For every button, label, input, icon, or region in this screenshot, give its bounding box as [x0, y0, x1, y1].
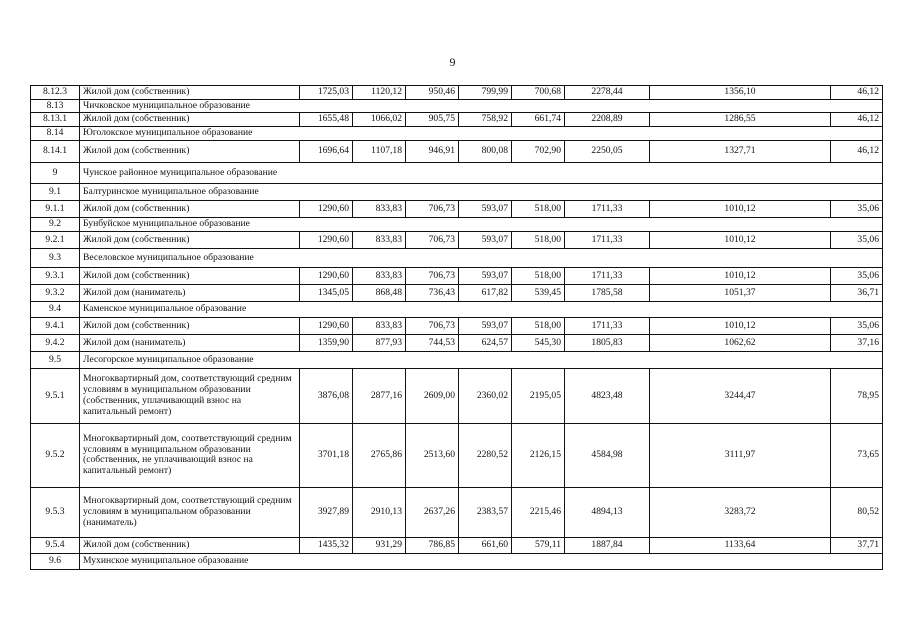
row-code: 9.3.2: [31, 284, 80, 301]
section-title: Юголокское муниципальное образование: [80, 127, 883, 141]
value-cell: 1062,62: [650, 334, 831, 351]
value-cell: 593,07: [459, 200, 512, 217]
section-title: Мухинское муниципальное образование: [80, 553, 883, 569]
row-description: Жилой дом (собственник): [80, 317, 300, 334]
section-row: [31, 99, 883, 113]
value-cell: 539,45: [512, 284, 565, 301]
value-cell: 833,83: [353, 200, 406, 217]
value-cell: 661,74: [512, 113, 565, 127]
value-cell: 946,91: [406, 140, 459, 162]
value-cell: 2637,26: [406, 487, 459, 537]
value-cell: 46,12: [831, 140, 883, 162]
value-cell: 833,83: [353, 267, 406, 284]
value-cell: 1345,05: [300, 284, 353, 301]
row-code: 9.5.1: [31, 368, 80, 423]
value-cell: 579,11: [512, 537, 565, 553]
value-cell: 931,29: [353, 537, 406, 553]
value-cell: 758,92: [459, 113, 512, 127]
value-cell: 1711,33: [565, 317, 650, 334]
value-cell: 35,06: [831, 200, 883, 217]
row-code: 9.2.1: [31, 231, 80, 248]
value-cell: 3701,18: [300, 423, 353, 487]
table-row: [31, 334, 883, 351]
value-cell: 1356,10: [650, 86, 831, 100]
value-cell: 1010,12: [650, 267, 831, 284]
value-cell: 706,73: [406, 231, 459, 248]
row-description: Жилой дом (собственник): [80, 86, 300, 100]
row-code: 8.14: [31, 127, 80, 141]
row-description: Жилой дом (собственник): [80, 113, 300, 127]
value-cell: 80,52: [831, 487, 883, 537]
value-cell: 1785,58: [565, 284, 650, 301]
row-code: 9.1.1: [31, 200, 80, 217]
value-cell: 518,00: [512, 200, 565, 217]
value-cell: 2513,60: [406, 423, 459, 487]
row-description: Жилой дом (собственник): [80, 200, 300, 217]
value-cell: 593,07: [459, 317, 512, 334]
value-cell: 1010,12: [650, 200, 831, 217]
value-cell: 868,48: [353, 284, 406, 301]
value-cell: 1286,55: [650, 113, 831, 127]
table-row: [31, 317, 883, 334]
value-cell: 2126,15: [512, 423, 565, 487]
section-row: [31, 217, 883, 231]
value-cell: 905,75: [406, 113, 459, 127]
row-code: 9.1: [31, 183, 80, 200]
value-cell: 706,73: [406, 317, 459, 334]
value-cell: 2280,52: [459, 423, 512, 487]
value-cell: 3927,89: [300, 487, 353, 537]
value-cell: 799,99: [459, 86, 512, 100]
value-cell: 661,60: [459, 537, 512, 553]
section-row: [31, 248, 883, 267]
value-cell: 3244,47: [650, 368, 831, 423]
row-code: 8.13.1: [31, 113, 80, 127]
row-description: Многоквартирный дом, соответствующий средним условиям в муниципальном образовании (наниматель): [80, 487, 300, 537]
row-code: 9.4.2: [31, 334, 80, 351]
value-cell: 2215,46: [512, 487, 565, 537]
value-cell: 1655,48: [300, 113, 353, 127]
value-cell: 706,73: [406, 200, 459, 217]
table-row: [31, 284, 883, 301]
value-cell: 700,68: [512, 86, 565, 100]
table-row: [31, 537, 883, 553]
page-number: 9: [449, 55, 456, 69]
row-description: Жилой дом (собственник): [80, 267, 300, 284]
value-cell: 1010,12: [650, 231, 831, 248]
row-description: Многоквартирный дом, соответствующий средним условиям в муниципальном образовании (собственник, не уплачивающий взнос на капитальный ремонт): [80, 423, 300, 487]
value-cell: 1120,12: [353, 86, 406, 100]
value-cell: 2208,89: [565, 113, 650, 127]
row-code: 9.4: [31, 301, 80, 317]
value-cell: 1711,33: [565, 267, 650, 284]
value-cell: 78,95: [831, 368, 883, 423]
value-cell: 1711,33: [565, 200, 650, 217]
section-row: [31, 127, 883, 141]
value-cell: 1290,60: [300, 200, 353, 217]
table-row: [31, 423, 883, 487]
section-row: [31, 301, 883, 317]
value-cell: 833,83: [353, 231, 406, 248]
table-row: [31, 368, 883, 423]
value-cell: 46,12: [831, 113, 883, 127]
row-code: 8.12.3: [31, 86, 80, 100]
section-title: Лесогорское муниципальное образование: [80, 351, 883, 368]
value-cell: 4823,48: [565, 368, 650, 423]
value-cell: 624,57: [459, 334, 512, 351]
row-description: Жилой дом (собственник): [80, 140, 300, 162]
value-cell: 833,83: [353, 317, 406, 334]
row-code: 8.13: [31, 99, 80, 113]
table-row: [31, 86, 883, 100]
value-cell: 1887,84: [565, 537, 650, 553]
section-title: Чунское районное муниципальное образование: [80, 162, 883, 183]
row-description: Жилой дом (собственник): [80, 231, 300, 248]
table-row: [31, 200, 883, 217]
section-title: Балтуринское муниципальное образование: [80, 183, 883, 200]
row-code: 9.6: [31, 553, 80, 569]
value-cell: 1066,02: [353, 113, 406, 127]
value-cell: 35,06: [831, 317, 883, 334]
section-title: Бунбуйское муниципальное образование: [80, 217, 883, 231]
value-cell: 950,46: [406, 86, 459, 100]
value-cell: 617,82: [459, 284, 512, 301]
value-cell: 1290,60: [300, 317, 353, 334]
value-cell: 545,30: [512, 334, 565, 351]
value-cell: 2278,44: [565, 86, 650, 100]
row-code: 9.2: [31, 217, 80, 231]
section-title: Чичковское муниципальное образование: [80, 99, 883, 113]
row-code: 9.5.2: [31, 423, 80, 487]
value-cell: 2910,13: [353, 487, 406, 537]
value-cell: 37,71: [831, 537, 883, 553]
section-row: [31, 351, 883, 368]
value-cell: 1010,12: [650, 317, 831, 334]
value-cell: 37,16: [831, 334, 883, 351]
row-code: 9.5: [31, 351, 80, 368]
value-cell: 593,07: [459, 267, 512, 284]
value-cell: 2765,86: [353, 423, 406, 487]
row-code: 9: [31, 162, 80, 183]
value-cell: 1133,64: [650, 537, 831, 553]
value-cell: 2250,05: [565, 140, 650, 162]
value-cell: 518,00: [512, 317, 565, 334]
value-cell: 1359,90: [300, 334, 353, 351]
section-row: [31, 553, 883, 569]
value-cell: 786,85: [406, 537, 459, 553]
value-cell: 736,43: [406, 284, 459, 301]
value-cell: 35,06: [831, 267, 883, 284]
value-cell: 744,53: [406, 334, 459, 351]
value-cell: 73,65: [831, 423, 883, 487]
value-cell: 1290,60: [300, 231, 353, 248]
value-cell: 702,90: [512, 140, 565, 162]
value-cell: 1051,37: [650, 284, 831, 301]
table-row: [31, 140, 883, 162]
value-cell: 4894,13: [565, 487, 650, 537]
value-cell: 1725,03: [300, 86, 353, 100]
value-cell: 1805,83: [565, 334, 650, 351]
value-cell: 3111,97: [650, 423, 831, 487]
table-row: [31, 113, 883, 127]
value-cell: 518,00: [512, 231, 565, 248]
value-cell: 800,08: [459, 140, 512, 162]
row-description: Жилой дом (наниматель): [80, 284, 300, 301]
value-cell: 2195,05: [512, 368, 565, 423]
value-cell: 518,00: [512, 267, 565, 284]
row-code: 9.3.1: [31, 267, 80, 284]
table-row: [31, 487, 883, 537]
value-cell: 1107,18: [353, 140, 406, 162]
table-row: [31, 231, 883, 248]
table-body: [31, 86, 883, 570]
section-title: Каменское муниципальное образование: [80, 301, 883, 317]
value-cell: 1290,60: [300, 267, 353, 284]
row-code: 9.5.3: [31, 487, 80, 537]
value-cell: 706,73: [406, 267, 459, 284]
row-description: Жилой дом (наниматель): [80, 334, 300, 351]
value-cell: 35,06: [831, 231, 883, 248]
section-row: [31, 162, 883, 183]
value-cell: 877,93: [353, 334, 406, 351]
row-code: 8.14.1: [31, 140, 80, 162]
value-cell: 2360,02: [459, 368, 512, 423]
value-cell: 1696,64: [300, 140, 353, 162]
value-cell: 36,71: [831, 284, 883, 301]
table-row: [31, 267, 883, 284]
row-description: Многоквартирный дом, соответствующий средним условиям в муниципальном образовании (собственник, уплачивающий взнос на капитальный ремонт): [80, 368, 300, 423]
section-title: Веселовское муниципальное образование: [80, 248, 883, 267]
value-cell: 593,07: [459, 231, 512, 248]
value-cell: 1711,33: [565, 231, 650, 248]
value-cell: 2877,16: [353, 368, 406, 423]
row-description: Жилой дом (собственник): [80, 537, 300, 553]
value-cell: 1327,71: [650, 140, 831, 162]
row-code: 9.3: [31, 248, 80, 267]
value-cell: 3876,08: [300, 368, 353, 423]
row-code: 9.5.4: [31, 537, 80, 553]
value-cell: 2609,00: [406, 368, 459, 423]
section-row: [31, 183, 883, 200]
row-code: 9.4.1: [31, 317, 80, 334]
tariff-table: [30, 85, 883, 570]
value-cell: 3283,72: [650, 487, 831, 537]
value-cell: 46,12: [831, 86, 883, 100]
value-cell: 4584,98: [565, 423, 650, 487]
value-cell: 1435,32: [300, 537, 353, 553]
value-cell: 2383,57: [459, 487, 512, 537]
